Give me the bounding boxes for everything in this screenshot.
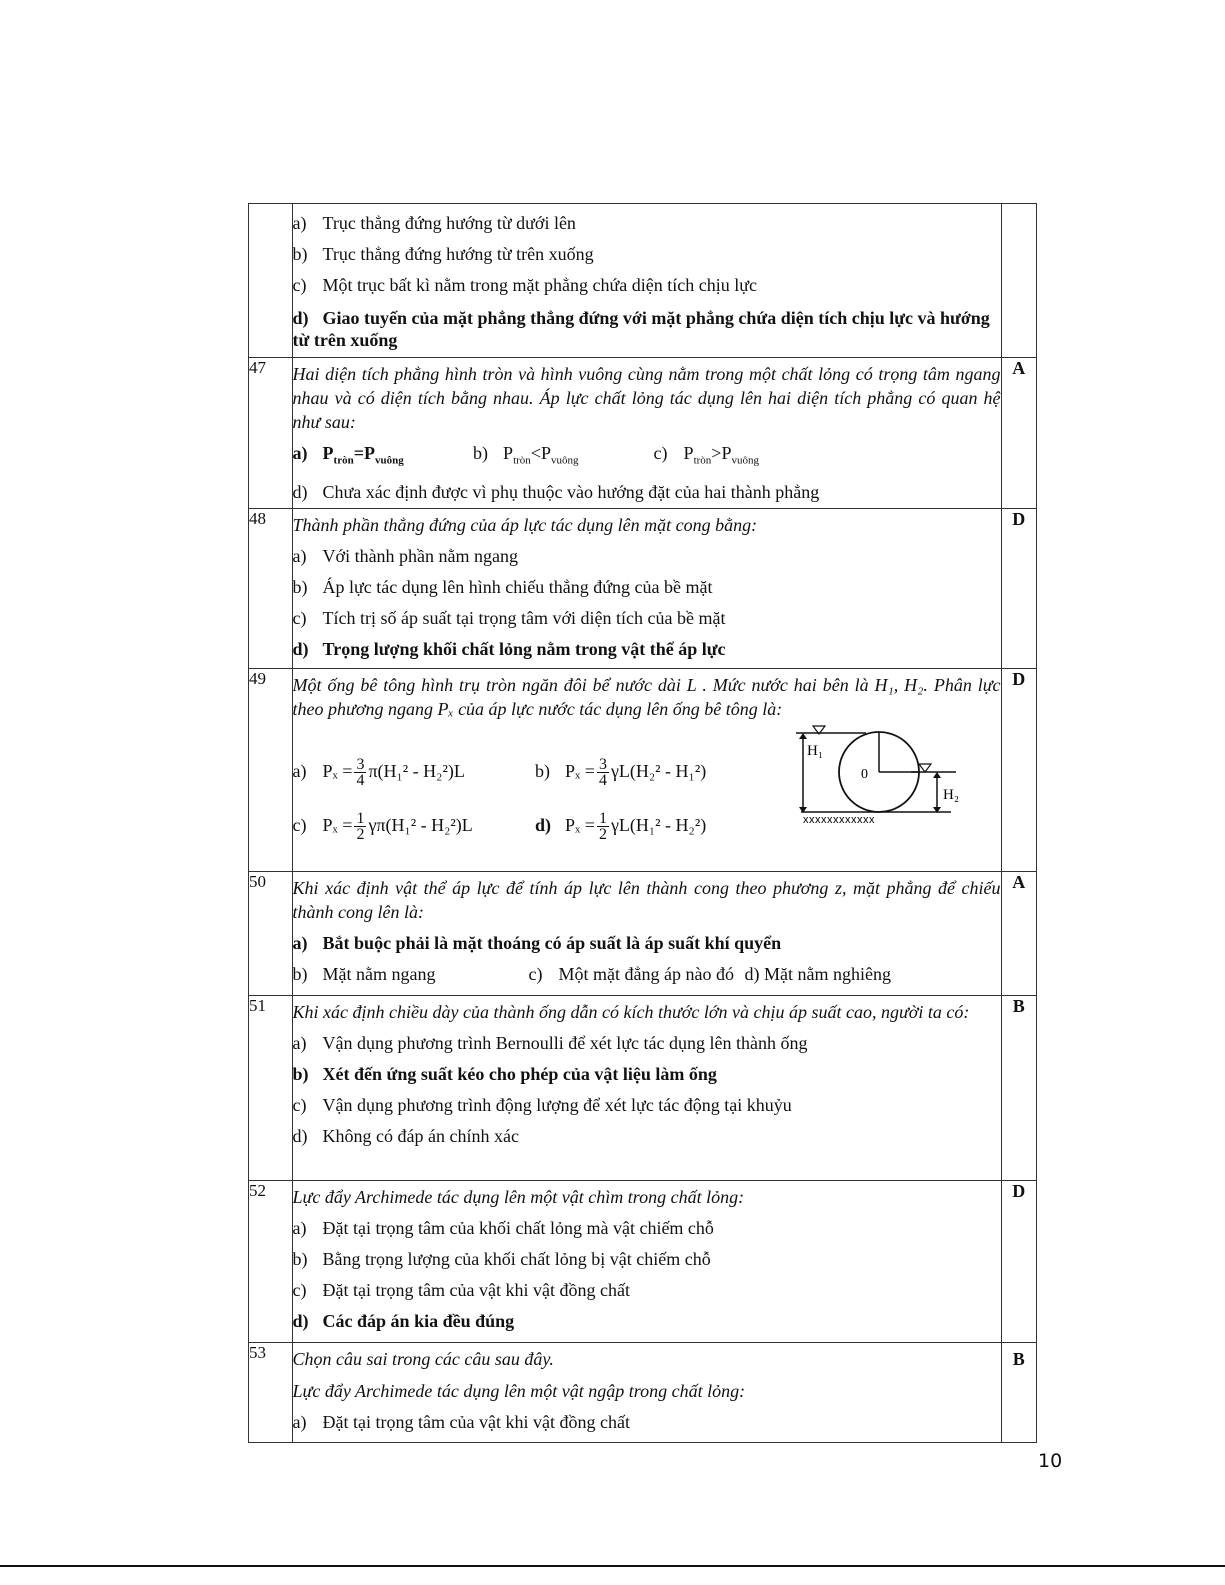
question-cell — [292, 508, 1001, 668]
fraction: $\frac{3}{4}$ — [356, 755, 365, 789]
answer-cell: A — [1001, 871, 1036, 995]
option-a: a) Đặt tại trọng tâm của vật khi vật đồng chất — [292, 1411, 630, 1432]
option-c: c) Một trục bất kì nằm trong mặt phẳng chứa diện tích chịu lực — [292, 275, 757, 295]
option-a-correct: a) Bắt buộc phải là mặt thoáng có áp suất là áp suất khí quyển — [292, 932, 782, 953]
option-a: a) Với thành phần nằm ngang — [292, 545, 519, 566]
question-text: Khi xác định chiều dày của thành ống dẫn có kích thước lớn và chịu áp suất cao, người ta có: — [292, 1001, 970, 1022]
question-cell — [292, 204, 1001, 358]
ground-hatch: xxxxxxxxxxxx — [802, 813, 875, 826]
option-d-correct: d) Pₓ = $\frac{1}{2}$ γL(H₁² - H₂²) — [535, 809, 707, 843]
option-a: a) Vận dụng phương trình Bernoulli để xét lực tác dụng lên thành ống — [292, 1032, 808, 1053]
formula-row-ab — [293, 751, 813, 791]
question-cell — [292, 358, 1001, 509]
table-row — [249, 508, 1037, 668]
option-a: a) Đặt tại trọng tâm của khối chất lỏng mà vật chiếm chỗ — [292, 1217, 714, 1238]
answer-cell: A — [1001, 358, 1036, 509]
option-c: c) Một mặt đẳng áp nào đó — [528, 963, 735, 984]
question-number: 52 — [249, 1180, 293, 1342]
table-row — [249, 668, 1037, 871]
answer-cell: B — [1001, 1342, 1036, 1442]
question-number: 53 — [249, 1342, 293, 1442]
bottom-rule — [0, 1565, 1225, 1567]
answer-cell: D — [1001, 1180, 1036, 1342]
option-d-correct: d) Các đáp án kia đều đúng — [292, 1310, 515, 1331]
answer-cell — [1001, 204, 1036, 358]
question-cell — [292, 995, 1001, 1180]
option-a-correct: a) $P_{tròn}=P_{vuông}$ — [292, 443, 404, 467]
question-number: 50 — [249, 871, 293, 995]
option-a: a) Trục thẳng đứng hướng từ dưới lên — [292, 213, 576, 233]
option-c: c) Đặt tại trọng tâm của vật khi vật đồng chất — [292, 1279, 630, 1300]
h1-label: H₁ — [806, 742, 823, 759]
question-table — [248, 203, 1037, 1443]
option-b: b) Bằng trọng lượng của khối chất lỏng bị vật chiếm chỗ — [292, 1248, 711, 1269]
question-text: Hai diện tích phẳng hình tròn và hình vuông cùng nằm trong một chất lỏng có trọng tâm ngang nhau và có diện tích bằng nhau. Áp lực chất lỏng tác dụng lên hai diện tích phẳng có quan hệ như sau: — [292, 364, 1001, 432]
answer-cell: D — [1001, 668, 1036, 871]
h2-label: H₂ — [942, 786, 959, 803]
option-row-abc — [293, 438, 1001, 477]
fraction: $\frac{1}{2}$ — [598, 809, 607, 843]
fraction: $\frac{3}{4}$ — [598, 755, 607, 789]
table-row — [249, 358, 1037, 509]
question-cell — [292, 1180, 1001, 1342]
option-b: b) Trục thẳng đứng hướng từ trên xuống — [292, 244, 594, 264]
table-row — [249, 1180, 1037, 1342]
question-text: Khi xác định vật thể áp lực để tính áp lực lên thành cong theo phương z, mặt phẳng để chiếu thành cong lên là: — [292, 877, 1001, 922]
question-cell — [292, 668, 1001, 871]
table-row — [249, 995, 1037, 1180]
option-d: d) Không có đáp án chính xác — [292, 1125, 519, 1146]
answer-cell: B — [1001, 995, 1036, 1180]
fraction: $\frac{1}{2}$ — [356, 809, 365, 843]
question-cell — [292, 1342, 1001, 1442]
option-c: c) Pₓ = $\frac{1}{2}$ γπ(H₁² - H₂²)L — [292, 809, 473, 843]
page-number: 10 — [1038, 1450, 1063, 1472]
option-a: a) Pₓ = $\frac{3}{4}$ π(H₁² - H₂²)L — [292, 755, 465, 789]
option-d: d) Mặt nằm nghiêng — [744, 963, 891, 984]
table-row — [249, 871, 1037, 995]
formula-row-cd — [293, 805, 813, 845]
question-text: Thành phần thẳng đứng của áp lực tác dụng lên mặt cong bằng: — [292, 514, 758, 535]
table-row — [249, 204, 1037, 358]
option-b-correct: b) Xét đến ứng suất kéo cho phép của vật liệu làm ống — [292, 1063, 717, 1084]
option-b: b) Áp lực tác dụng lên hình chiếu thẳng đứng của bề mặt — [292, 576, 713, 597]
question-text-2: Lực đẩy Archimede tác dụng lên một vật ngập trong chất lỏng: — [292, 1380, 746, 1401]
option-d-correct: d) Giao tuyến của mặt phẳng thẳng đứng với mặt phẳng chứa diện tích chịu lực và hướng từ trên xuống — [292, 308, 990, 350]
option-d-correct: d) Trọng lượng khối chất lỏng nằm trong vật thể áp lực — [292, 638, 726, 659]
question-number: 51 — [249, 995, 293, 1180]
option-d: d) Chưa xác định được vì phụ thuộc vào hướng đặt của hai thành phẳng — [292, 481, 820, 502]
question-cell — [292, 871, 1001, 995]
option-c: c) Tích trị số áp suất tại trọng tâm với diện tích của bề mặt — [292, 607, 726, 628]
question-text: Lực đẩy Archimede tác dụng lên một vật chìm trong chất lỏng: — [292, 1186, 745, 1207]
answer-cell: D — [1001, 508, 1036, 668]
option-b: b) Pₓ = $\frac{3}{4}$ γL(H₂² - H₁²) — [535, 755, 707, 789]
option-row-bcd — [293, 959, 1001, 990]
question-number: 49 — [249, 668, 293, 871]
option-b: b) Mặt nằm ngang — [292, 963, 436, 984]
option-b: b) $P_{tròn}<P_{vuông}$ — [473, 443, 579, 467]
question-number — [249, 204, 293, 358]
option-c: c) $P_{tròn}>P_{vuông}$ — [653, 443, 759, 467]
question-text: Chọn câu sai trong các câu sau đây. — [292, 1348, 554, 1369]
svg-text:0: 0 — [860, 766, 868, 782]
table-row — [249, 1342, 1037, 1442]
question-text: Một ống bê tông hình trụ tròn ngăn đôi bể nước dài L . Mức nước hai bên là H₁, H₂. Phân lực theo phương ngang Pₓ của áp lực nước tác dụng lên ống bê tông là: — [292, 674, 1001, 719]
question-number: 48 — [249, 508, 293, 668]
option-c: c) Vận dụng phương trình động lượng để xét lực tác động tại khuỷu — [292, 1094, 792, 1115]
pipe-diagram — [791, 725, 981, 835]
question-number: 47 — [249, 358, 293, 509]
